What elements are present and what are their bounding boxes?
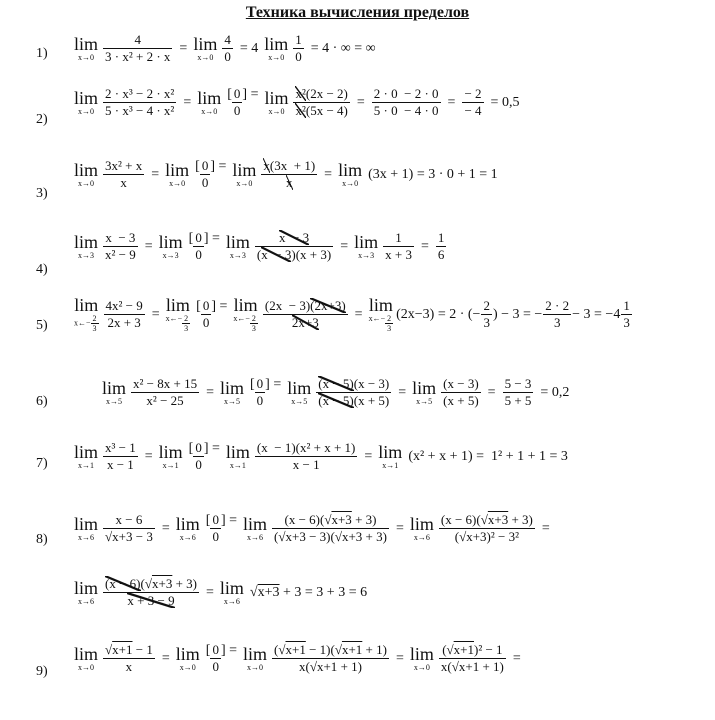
page-title: Техника вычисления пределов bbox=[245, 4, 470, 21]
formula-row-5: lim x←− $\frac{2}{3}$ $\frac{\text{4x² − 9}}{2x + 3}$ = lim x←− $\frac{2}{3}$ [ $\frac{0}{0}$ ] = lim x←− $\frac{2}{3}$ $\frac{(2x - 3)(2x+3)}{2x+3}$ = lim x←− $\frac{2}{3}$ (2x−3) = 2 · (− $\frac{2}{3}$ ) − 3 = − $\frac{2 \cdot 2}{3}$ − 3 = −4 $\frac{1}{3}$ bbox=[74, 295, 630, 333]
formula-row-8: lim x→6 $\frac{x - 6}{√x+3 - 3}$ = lim x→6 [ $\frac{0}{0}$ ] = lim x→6 $\frac{(x - 6)(√x+3 + 3)}{(√x+3 - 3)(√x+3 + 3)}$ = lim x→6 $\frac{(x - 6)(√x+3 + 3)}{\text{(√x+3)² − 3²}}$ = bbox=[74, 512, 550, 544]
limit-operator: lim x→0 bbox=[74, 33, 99, 62]
row-number: 7) bbox=[36, 456, 48, 471]
formula-row-6: lim x→5 $\frac{\text{x² − 8x + 15}}{\text{x² − 25}}$ = lim x→5 [ $\frac{0}{0}$ ] = lim x→5 $\frac{(x - 5)(x - 3)}{(x - 5)(x + 5)}$ = lim x→5 $\frac{(x - 3)}{(x + 5)}$ = $\frac{5 - 3}{5 + 5}$ = 0,2 bbox=[102, 376, 570, 408]
formula-row-9: lim x→0 $\frac{√x+1 - 1}{x}$ = lim x→0 [ $\frac{0}{0}$ ] = lim x→0 $\frac{(√x+1 - 1)(√x+1 + 1)}{x(√x+1 + 1)}$ = lim x→0 $\frac{\text{(√x+1)² − 1}}{x(√x+1 + 1)}$ = bbox=[74, 642, 521, 674]
formula-row-1: lim x→0 $\frac{4}{\text{3 · x² + 2 · x}}$ = lim x→0 $\frac{4}{0}$ = 4 lim x→0 $\frac{1}{0}$ = 4 · ∞ = ∞ bbox=[74, 32, 376, 64]
formula-row-7: lim x→1 $\frac{\text{x³ − 1}}{x - 1}$ = lim x→1 [ $\frac{0}{0}$ ] = lim x→1 $\frac{\text{(x − 1)(x² + x + 1)}}{x - 1}$ = lim x→1 (x² + x + 1) = 1² + 1 + 1 = 3 bbox=[74, 440, 568, 472]
fraction: $\frac{4}{\text{3 · x² + 2 · x}}$ bbox=[105, 32, 171, 64]
row-number: 3) bbox=[36, 186, 48, 201]
row-number: 9) bbox=[36, 664, 48, 679]
formula-row-2: lim x→0 $\frac{\text{2 · x³ − 2 · x²}}{\text{5 · x³ − 4 · x²}}$ = lim x→0 [ $\frac{0}{0}$ ] = lim x→0 $\frac{\text{x²(2x − 2)}}{\text{x²(5x − 4)}}$ = $\frac{2 \cdot 0 - 2 \cdot 0}{5 \cdot 0 - 4 \cdot 0}$ = $\frac{- 2}{- 4}$ = 0,5 bbox=[74, 86, 520, 118]
formula-row-4: lim x→3 $\frac{x - 3}{\text{x² − 9}}$ = lim x→3 [ $\frac{0}{0}$ ] = lim x→3 $\frac{x - 3}{(x - 3)(x + 3)}$ = lim x→3 $\frac{1}{x + 3}$ = $\frac{1}{6}$ bbox=[74, 230, 445, 262]
row-number: 5) bbox=[36, 318, 48, 333]
row-number: 4) bbox=[36, 262, 48, 277]
row-number: 1) bbox=[36, 46, 48, 61]
row-number: 8) bbox=[36, 532, 48, 547]
formula-row-8-continued: lim x→6 $\frac{(x - 6)(√x+3 + 3)}{x + 3 - 9}$ = lim x→6 √x+3 + 3 = 3 + 3 = 6 bbox=[74, 576, 368, 608]
row-number: 6) bbox=[36, 394, 48, 409]
row-number: 2) bbox=[36, 112, 48, 127]
formula-row-3: lim x→0 $\frac{\text{3x² + x}}{x}$ = lim x→0 [ $\frac{0}{0}$ ] = lim x→0 $\frac{x(3x + 1)}{x}$ = lim x→0 (3x + 1) = 3 · 0 + 1 = 1 bbox=[74, 158, 498, 190]
